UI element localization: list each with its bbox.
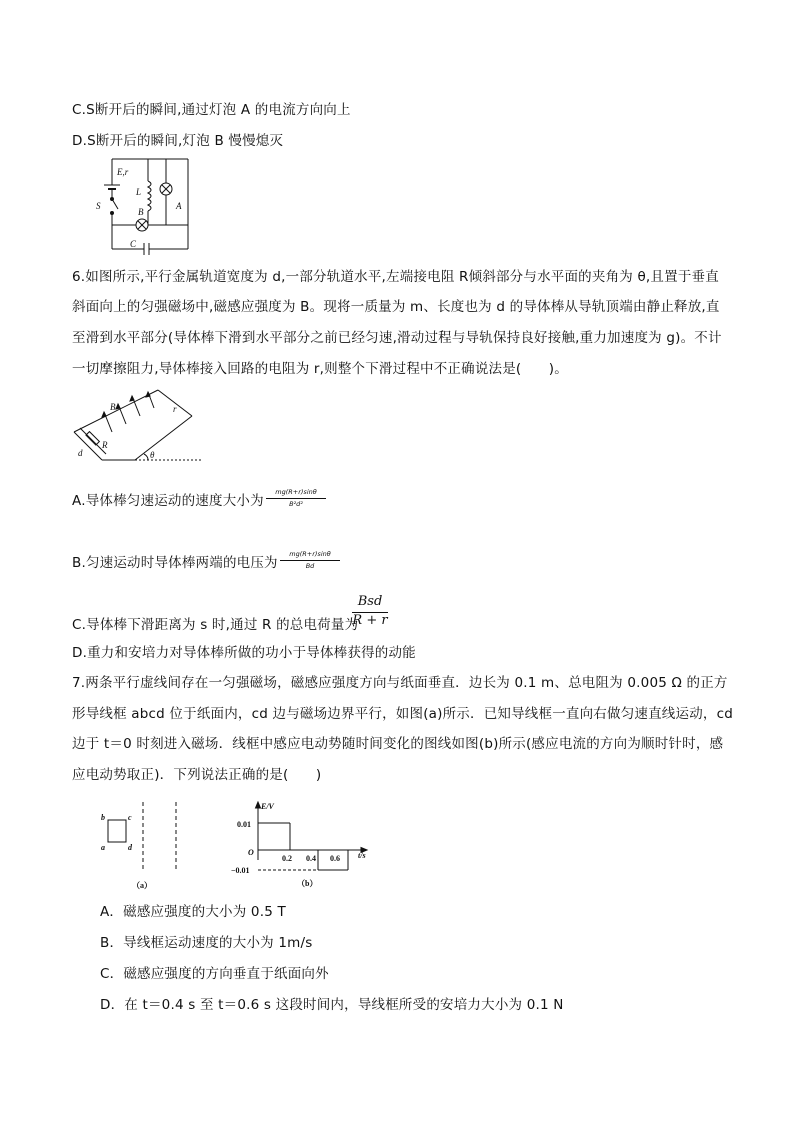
q6-stem-line3: 至滑到水平部分(导体棒下滑到水平部分之前已经匀速,滑动过程与导轨保持良好接触,重力加速度为 g)。不计 bbox=[72, 330, 722, 346]
x-tick-2: 0.4 bbox=[306, 854, 316, 863]
q6-option-b-fraction-bar bbox=[280, 560, 340, 561]
x-tick-3: 0.6 bbox=[330, 854, 340, 863]
label-r-big: R bbox=[102, 440, 108, 450]
q7-figure-b bbox=[230, 798, 380, 895]
q7-option-c: C．磁感应强度的方向垂直于纸面向外 bbox=[100, 966, 329, 982]
q7-option-b: B．导线框运动速度的大小为 1m/s bbox=[100, 935, 313, 951]
label-theta: θ bbox=[150, 450, 155, 460]
label-s: S bbox=[96, 201, 101, 211]
label-vertex-a: a bbox=[101, 843, 105, 852]
q6-option-a-fraction-bar bbox=[266, 498, 326, 499]
q6-stem-line1: 6.如图所示,平行金属轨道宽度为 d,一部分轨道水平,左端接电阻 R倾斜部分与水平面的夹角为 θ,且置于垂直 bbox=[72, 269, 719, 285]
y-axis-label: E/V bbox=[261, 802, 274, 811]
q5-option-c: C.S断开后的瞬间,通过灯泡 A 的电流方向向上 bbox=[72, 102, 351, 118]
label-vertex-d: d bbox=[128, 843, 132, 852]
origin-label: O bbox=[248, 848, 254, 857]
label-vertex-b: b bbox=[101, 813, 105, 822]
y-pos-tick: 0.01 bbox=[237, 820, 251, 829]
x-tick-1: 0.2 bbox=[282, 854, 292, 863]
x-axis-label: t/s bbox=[358, 851, 366, 860]
q6-option-d: D.重力和安培力对导体棒所做的功小于导体棒获得的动能 bbox=[72, 645, 416, 661]
label-a: A bbox=[176, 201, 182, 211]
q6-option-b: B.匀速运动时导体棒两端的电压为 bbox=[72, 555, 278, 571]
label-vertex-c: c bbox=[128, 813, 132, 822]
q6-option-b-numerator: mg(R+r)sinθ bbox=[289, 550, 331, 558]
label-r-small: r bbox=[173, 404, 177, 414]
q6-rail-diagram bbox=[70, 388, 210, 468]
q6-option-a: A.导体棒匀速运动的速度大小为 bbox=[72, 493, 264, 509]
label-er: E,r bbox=[117, 167, 129, 177]
q7-option-d: D．在 t＝0.4 s 至 t＝0.6 s 这段时间内，导线框所受的安培力大小为 0.1 N bbox=[100, 997, 564, 1013]
q7-stem-line4: 应电动势取正)．下列说法正确的是( ) bbox=[72, 767, 322, 783]
q6-stem-line4: 一切摩擦阻力,导体棒接入回路的电阻为 r,则整个下滑过程中不正确说法是( )。 bbox=[72, 361, 568, 377]
q5-option-d: D.S断开后的瞬间,灯泡 B 慢慢熄灭 bbox=[72, 133, 284, 149]
caption-b: （b） bbox=[297, 879, 318, 888]
q6-option-c: C.导体棒下滑距离为 s 时,通过 R 的总电荷量为 bbox=[72, 617, 359, 633]
q7-stem-line2: 形导线框 abcd 位于纸面内，cd 边与磁场边界平行，如图(a)所示．已知导线框一直向右做匀速直线运动，cd bbox=[72, 706, 733, 722]
q6-option-c-numerator: Bsd bbox=[357, 594, 383, 609]
label-b-field: B bbox=[110, 402, 116, 412]
q7-stem-line1: 7.两条平行虚线间存在一匀强磁场，磁感应强度方向与纸面垂直．边长为 0.1 m、总电阻为 0.005 Ω 的正方 bbox=[72, 675, 728, 691]
label-b: B bbox=[138, 207, 144, 217]
q6-option-a-denominator: B²d² bbox=[289, 500, 303, 508]
q5-circuit-diagram bbox=[90, 155, 200, 260]
label-d: d bbox=[78, 448, 83, 458]
q7-option-a: A．磁感应强度的大小为 0.5 T bbox=[100, 904, 286, 920]
q6-option-b-denominator: Bd bbox=[305, 562, 315, 570]
q7-figure-a bbox=[98, 800, 188, 895]
label-l: L bbox=[136, 187, 142, 197]
q6-stem-line2: 斜面向上的匀强磁场中,磁感应强度为 B。现将一质量为 m、长度也为 d 的导体棒从导轨顶端由静止释放,直 bbox=[72, 299, 720, 315]
caption-a: （a） bbox=[132, 881, 152, 890]
q6-option-c-denominator: R + r bbox=[352, 613, 388, 628]
y-neg-tick: −0.01 bbox=[231, 866, 250, 875]
q7-stem-line3: 边于 t＝0 时刻进入磁场．线框中感应电动势随时间变化的图线如图(b)所示(感应电流的方向为顺时针时，感 bbox=[72, 736, 724, 752]
label-c: C bbox=[130, 239, 137, 249]
q6-option-a-numerator: mg(R+r)sinθ bbox=[275, 488, 317, 496]
